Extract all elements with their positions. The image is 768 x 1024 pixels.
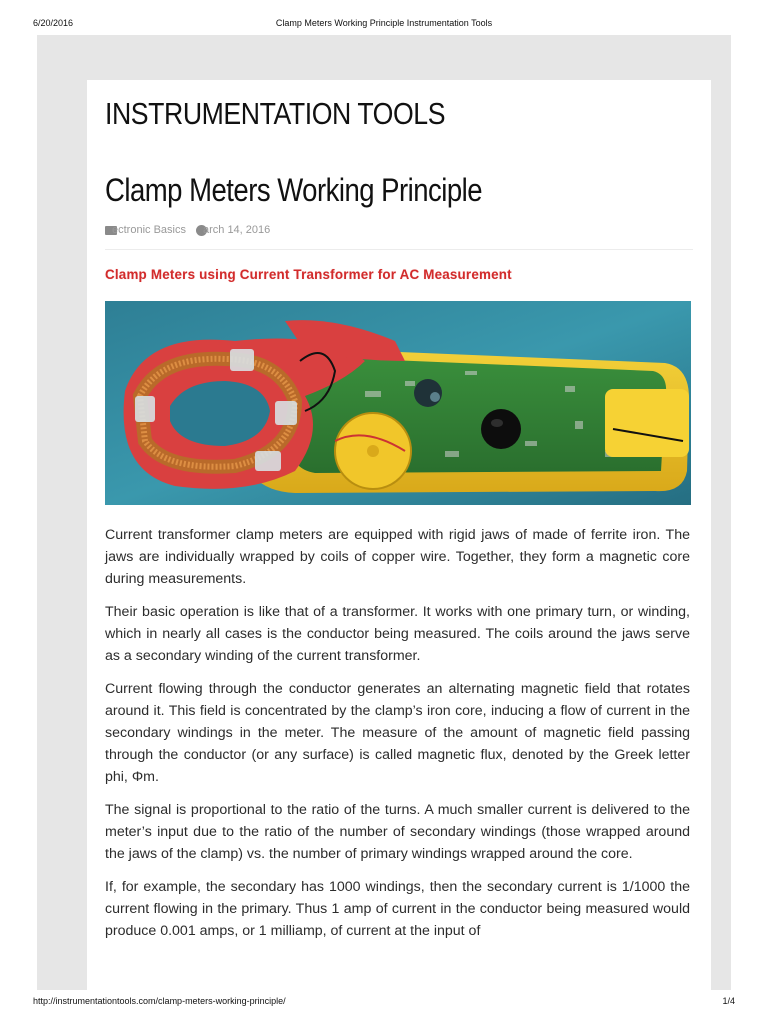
print-footer: [0, 994, 768, 1024]
divider: [105, 249, 693, 250]
article-card: [87, 80, 711, 990]
print-header: [0, 0, 768, 34]
post-title: Clamp Meters Working Principle: [105, 172, 483, 208]
category-link[interactable]: ectronic Basics: [112, 224, 186, 236]
section-heading: Clamp Meters using Current Transformer for AC Measurement: [105, 267, 512, 282]
article-body: [105, 524, 690, 953]
page-background: [37, 35, 731, 990]
paragraph: Current flowing through the conductor generates an alternating magnetic field that rotates around it. This field is concentrated by the clamp’s iron core, inducing a flow of current in the secondary windings in the meter. The measure of the amount of magnetic field passing through the conductor (or any surface) is called magnetic flux, denoted by the Greek letter phi, Φm.: [105, 681, 690, 785]
print-date: 6/20/2016: [33, 18, 74, 28]
print-title: Clamp Meters Working Principle Instrumentation Tools: [275, 18, 493, 28]
paragraph: If, for example, the secondary has 1000 windings, then the secondary current is 1/1000 the current flowing in the primary. Thus 1 amp of current in the conductor being measured would produce 0.001 amps, or 1 milliamp, of current at the input of: [105, 879, 690, 939]
print-url[interactable]: http://instrumentationtools.com/clamp-meters-working-principle/: [33, 996, 286, 1006]
paragraph: Their basic operation is like that of a transformer. It works with one primary turn, or winding, which in nearly all cases is the conductor being measured. The coils around the jaws serve as a secondary winding of the current transformer.: [105, 604, 690, 664]
page-number: 1/4: [722, 996, 735, 1006]
clamp-meter-photo: [105, 301, 691, 505]
paragraph: Current transformer clamp meters are equipped with rigid jaws of made of ferrite iron. The jaws are individually wrapped by coils of copper wire. Together, they form a magnetic core during measurements.: [105, 527, 690, 587]
site-title[interactable]: INSTRUMENTATION TOOLS: [105, 96, 446, 131]
post-date: arch 14, 2016: [202, 224, 271, 236]
paragraph: The signal is proportional to the ratio of the turns. A much smaller current is delivered to the meter’s input due to the ratio of the number of secondary windings (those wrapped around the jaws of the clamp) vs. the number of primary windings wrapped around the core.: [105, 802, 690, 862]
post-meta: [105, 224, 270, 236]
